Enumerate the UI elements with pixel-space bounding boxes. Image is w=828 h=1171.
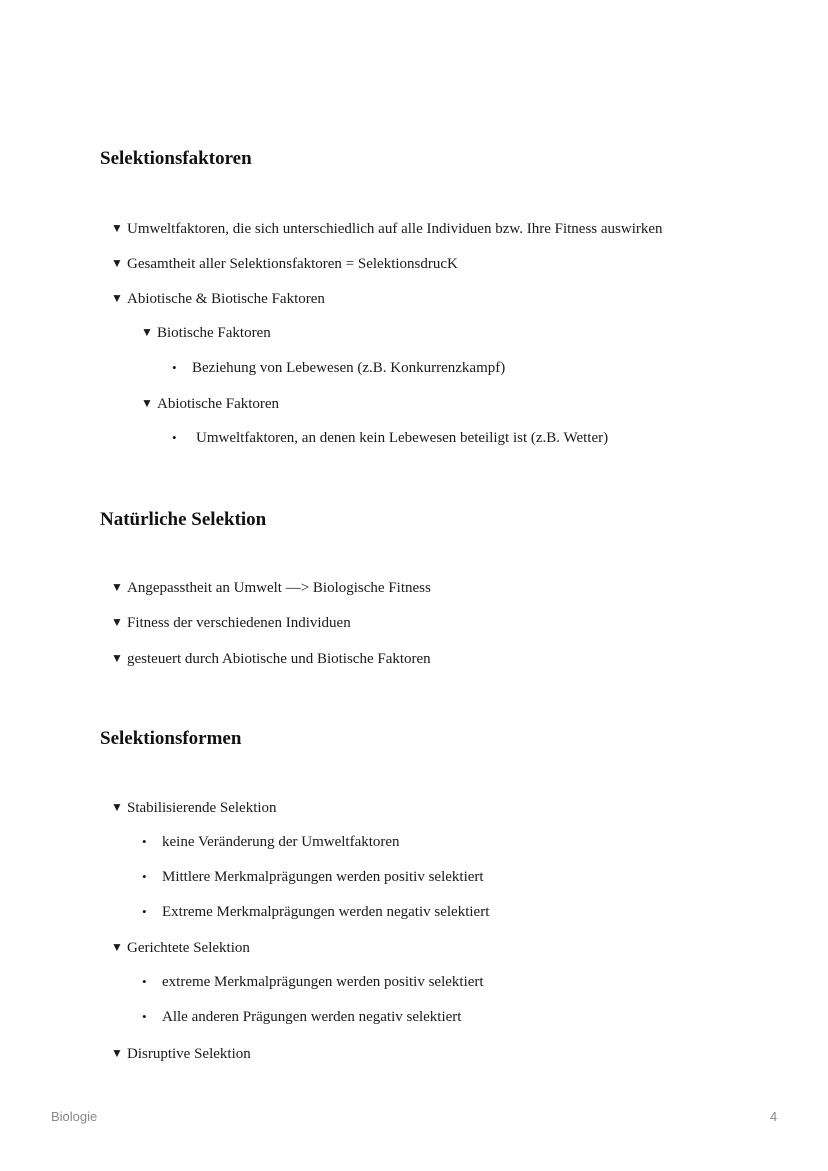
item-text: Angepasstheit an Umwelt —> Biologische Fitness [127, 580, 431, 596]
triangle-down-icon[interactable]: ▼ [111, 940, 123, 954]
footer-label: Biologie [51, 1109, 98, 1124]
triangle-down-icon[interactable]: ▼ [111, 221, 123, 235]
item-text: Umweltfaktoren, die sich unterschiedlich auf alle Individuen bzw. Ihre Fitness auswirken [127, 221, 663, 237]
bullet-text: Mittlere Merkmalprägungen werden positiv selektiert [162, 869, 484, 885]
toggle-item[interactable] [111, 648, 431, 669]
bullet-icon: • [142, 904, 147, 919]
bullet-icon: • [142, 834, 147, 849]
bullet-icon: • [172, 430, 177, 445]
bullet-icon: • [142, 1009, 147, 1024]
item-text: Stabilisierende Selektion [127, 800, 277, 816]
triangle-down-icon[interactable]: ▼ [141, 396, 153, 410]
toggle-item[interactable] [111, 253, 458, 274]
bullet-text: Beziehung von Lebewesen (z.B. Konkurrenzkampf) [192, 360, 506, 376]
bullet-item [142, 972, 484, 992]
bullet-item [172, 428, 608, 448]
triangle-down-icon[interactable]: ▼ [111, 800, 123, 814]
bullet-icon: • [142, 869, 147, 884]
toggle-item[interactable] [111, 797, 277, 818]
triangle-down-icon[interactable]: ▼ [111, 291, 123, 305]
section-title-natuerliche-selektion: Natürliche Selektion [100, 509, 267, 530]
triangle-down-icon[interactable]: ▼ [111, 651, 123, 665]
toggle-item[interactable] [111, 612, 351, 633]
bullet-icon: • [142, 974, 147, 989]
toggle-item[interactable] [111, 218, 663, 239]
bullet-text: Umweltfaktoren, an denen kein Lebewesen beteiligt ist (z.B. Wetter) [196, 430, 609, 446]
bullet-item [172, 358, 505, 378]
triangle-down-icon[interactable]: ▼ [111, 580, 123, 594]
section-title-selektionsfaktoren: Selektionsfaktoren [100, 148, 252, 169]
bullet-text: Extreme Merkmalprägungen werden negativ selektiert [162, 904, 490, 920]
toggle-subitem[interactable] [141, 322, 271, 343]
toggle-item[interactable] [111, 1043, 251, 1064]
bullet-item [142, 902, 489, 922]
triangle-down-icon[interactable]: ▼ [111, 256, 123, 270]
triangle-down-icon[interactable]: ▼ [141, 325, 153, 339]
toggle-item[interactable] [111, 937, 250, 958]
item-text: Gerichtete Selektion [127, 940, 250, 956]
item-text: gesteuert durch Abiotische und Biotische Faktoren [127, 651, 431, 667]
triangle-down-icon[interactable]: ▼ [111, 615, 123, 629]
bullet-icon: • [172, 360, 177, 375]
bullet-text: keine Veränderung der Umweltfaktoren [162, 834, 400, 850]
bullet-item [142, 867, 484, 887]
toggle-item[interactable] [111, 577, 431, 598]
page-number: 4 [770, 1109, 778, 1124]
toggle-subitem[interactable] [141, 393, 279, 414]
bullet-item [142, 832, 400, 852]
bullet-text: extreme Merkmalprägungen werden positiv selektiert [162, 974, 484, 990]
item-text: Abiotische & Biotische Faktoren [127, 291, 325, 307]
item-text: Gesamtheit aller Selektionsfaktoren = SelektionsdrucK [127, 256, 458, 272]
toggle-item[interactable] [111, 288, 325, 309]
bullet-item [142, 1007, 461, 1027]
item-text: Disruptive Selektion [127, 1046, 251, 1062]
item-text: Abiotische Faktoren [157, 396, 280, 412]
item-text: Biotische Faktoren [157, 325, 271, 341]
section-title-selektionsformen: Selektionsformen [100, 728, 242, 749]
bullet-text: Alle anderen Prägungen werden negativ selektiert [162, 1009, 462, 1025]
triangle-down-icon[interactable]: ▼ [111, 1046, 123, 1060]
item-text: Fitness der verschiedenen Individuen [127, 615, 351, 631]
